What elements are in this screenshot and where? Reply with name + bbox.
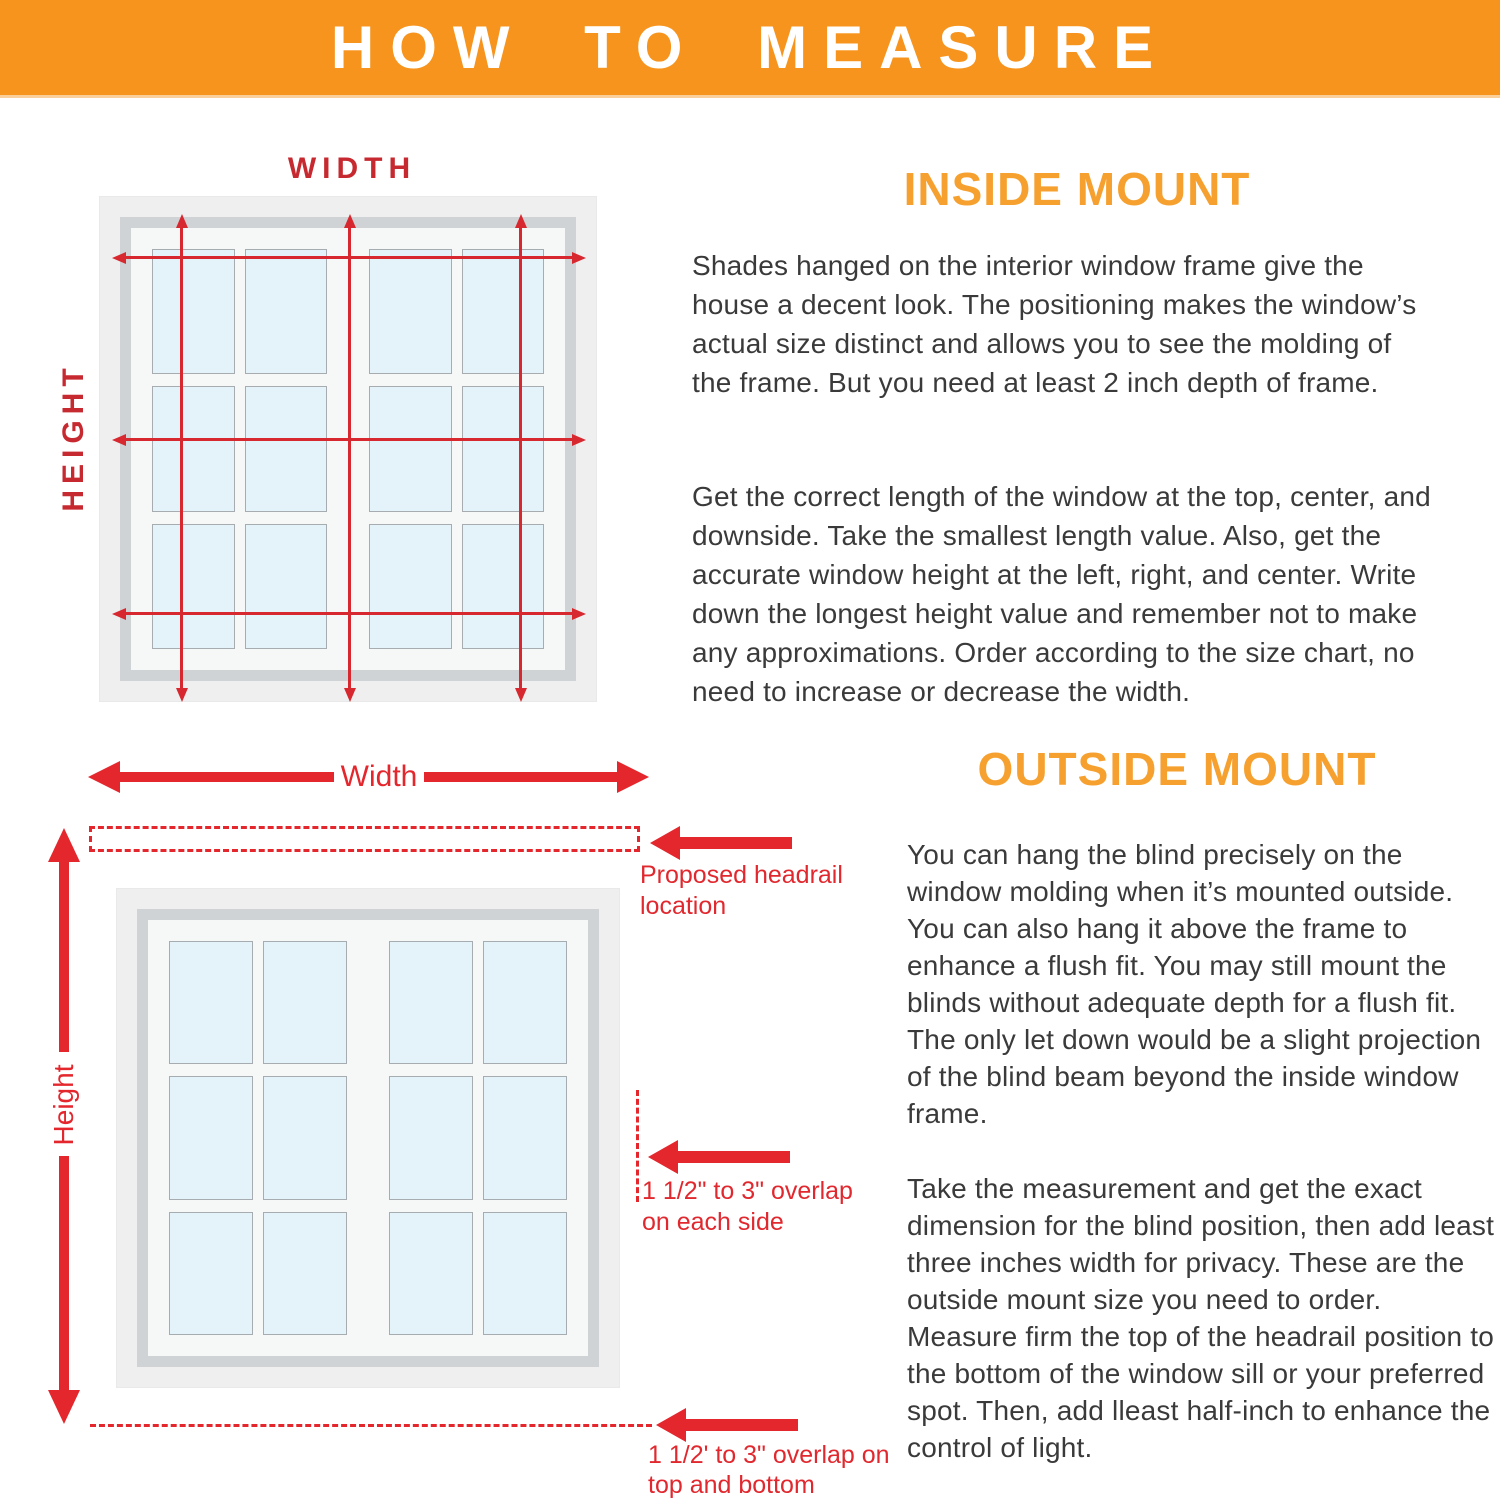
- inside-mount-paragraph-1: Shades hanged on the interior window frame give the house a decent look. The positioning makes the window’s actual size distinct and allows you to see the molding of the frame. But you need at least 2 inch depth of frame.: [692, 250, 1417, 398]
- window-pane: [263, 1076, 347, 1199]
- window-pane: [389, 941, 473, 1064]
- bottom-overlap-label: 1 1/2' to 3" overlap on top and bottom: [648, 1441, 890, 1499]
- bottom-overlap-arrow-icon: [656, 1408, 798, 1442]
- window-pane: [483, 1212, 567, 1335]
- outside-mount-paragraph-2: Take the measurement and get the exact dimension for the blind position, then add least three inches width for privacy. These are the outside mount size you need to order. Measure firm the top of the headrail position to the bottom of the window sill or your preferred spot. Then, add lleast half-inch to enhance the control of light.: [907, 1173, 1495, 1463]
- window-pane: [169, 1076, 253, 1199]
- window-pane: [169, 1212, 253, 1335]
- window-pane: [389, 1076, 473, 1199]
- outside-mount-paragraph-1: You can hang the blind precisely on the window molding when it’s mounted outside. You can also hang it above the frame to enhance a flush fit. You may still mount the blinds without adequate depth for a flush fit. The only let down would be a slight projection of the blind beam beyond the inside window frame.: [907, 839, 1482, 1129]
- window-illustration-outside: [116, 888, 620, 1388]
- window-center-divider: [357, 941, 379, 1064]
- outside-height-label: Height: [48, 1064, 79, 1146]
- window-pane: [462, 524, 545, 649]
- window-center-divider: [357, 1076, 379, 1199]
- window-sash: [148, 920, 588, 1356]
- window-center-divider: [357, 1212, 379, 1335]
- side-overlap-dashed-line: [636, 1090, 639, 1202]
- headrail-dashed-outline: [89, 826, 640, 852]
- page-title: HOW TO MEASURE: [330, 14, 1170, 81]
- side-overlap-label: 1 1/2" to 3" overlap on each side: [642, 1177, 853, 1236]
- outside-width-arrow-left-icon: [88, 761, 334, 793]
- height-measure-arrow-center-icon: [348, 228, 351, 688]
- window-pane: [369, 386, 452, 511]
- inside-mount-heading: INSIDE MOUNT: [903, 163, 1251, 215]
- window-frame: [137, 909, 599, 1367]
- window-pane: [169, 941, 253, 1064]
- window-pane: [462, 386, 545, 511]
- window-pane: [152, 249, 235, 374]
- width-dimension-label: WIDTH: [287, 152, 417, 185]
- window-pane: [462, 249, 545, 374]
- window-pane-grid: [169, 941, 567, 1335]
- outside-height-arrow-bottom-icon: [48, 1156, 80, 1424]
- window-pane: [245, 386, 328, 511]
- window-pane: [245, 249, 328, 374]
- height-measure-arrow-left-icon: [180, 228, 183, 688]
- window-pane: [245, 524, 328, 649]
- bottom-overlap-dashed-line: [90, 1424, 652, 1427]
- side-overlap-arrow-icon: [648, 1140, 790, 1174]
- window-pane: [389, 1212, 473, 1335]
- height-dimension-label: HEIGHT: [57, 362, 90, 512]
- window-pane: [152, 386, 235, 511]
- headrail-pointer-arrow-icon: [650, 826, 792, 860]
- window-pane: [483, 1076, 567, 1199]
- headrail-location-label: Proposed headrail location: [640, 861, 843, 920]
- window-pane: [263, 941, 347, 1064]
- outside-height-arrow-top-icon: [48, 828, 80, 1052]
- window-pane: [369, 249, 452, 374]
- window-pane: [369, 524, 452, 649]
- window-pane: [152, 524, 235, 649]
- outside-width-label: Width: [340, 760, 418, 793]
- window-pane: [483, 941, 567, 1064]
- title-banner: [0, 0, 1500, 98]
- inside-mount-paragraph-2: Get the correct length of the window at the top, center, and downside. Take the smallest length value. Also, get the accurate window height at the left, right, and center. Write down the longest height value and remember not to make any approximations. Order according to the size chart, no need to increase or decrease the width.: [692, 481, 1431, 707]
- outside-mount-heading: OUTSIDE MOUNT: [977, 743, 1377, 795]
- outside-width-arrow-right-icon: [424, 761, 649, 793]
- height-measure-arrow-right-icon: [519, 228, 522, 688]
- window-pane: [263, 1212, 347, 1335]
